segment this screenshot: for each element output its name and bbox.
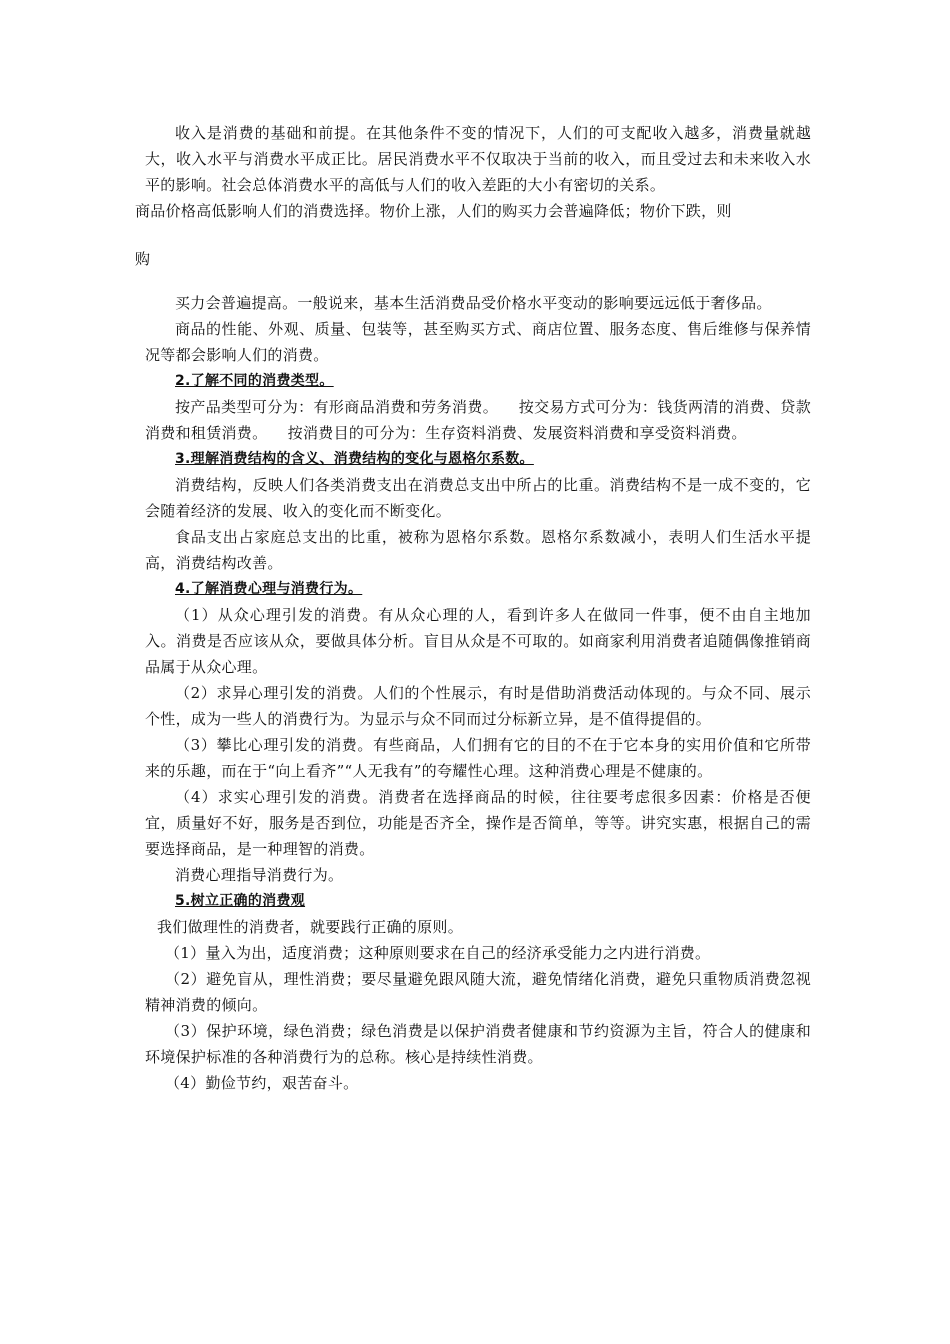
paragraph-price-start: 商品价格高低影响人们的消费选择。物价上涨，人们的购买力会普遍降低；物价下跌，则 (135, 202, 732, 220)
section-heading-2: 2.了解不同的消费类型。 (175, 373, 334, 389)
section-heading-3: 3.理解消费结构的含义、消费结构的变化与恩格尔系数。 (175, 451, 534, 467)
paragraph-comparison: （3）攀比心理引发的消费。有些商品，人们拥有它的目的不在于它本身的实用价值和它所带来的乐趣，而在于“向上看齐”“人无我有”的夸耀性心理。这种消费心理是不健康的。 (145, 736, 811, 780)
paragraph-structure: 消费结构，反映人们各类消费支出在消费总支出中所占的比重。消费结构不是一成不变的，它会随着经济的发展、收入的变化而不断变化。 (145, 476, 811, 520)
paragraph-engel: 食品支出占家庭总支出的比重，被称为恩格尔系数。恩格尔系数减小，表明人们生活水平提高，消费结构改善。 (145, 528, 811, 572)
paragraph-price-break: 购 (135, 250, 151, 268)
section-heading-5: 5.树立正确的消费观 (175, 893, 306, 909)
document-body (135, 120, 811, 1096)
paragraph-consumption-types: 按产品类型可分为：有形商品消费和劳务消费。 按交易方式可分为：钱货两清的消费、贷款消费和租赁消费。 按消费目的可分为：生存资料消费、发展资料消费和享受资料消费。 (145, 398, 811, 442)
paragraph-principle-2: （2）避免盲从，理性消费；要尽量避免跟风随大流，避免情绪化消费，避免只重物质消费忽视精神消费的倾向。 (145, 970, 811, 1014)
paragraph-practical: （4）求实心理引发的消费。消费者在选择商品的时候，往往要考虑很多因素：价格是否便宜，质量好不好，服务是否到位，功能是否齐全，操作是否简单，等等。讲究实惠，根据自己的需要选择商品，是一种理智的消费。 (145, 788, 811, 858)
paragraph-principles-intro: 我们做理性的消费者，就要践行正确的原则。 (157, 918, 464, 936)
section-heading-4: 4.了解消费心理与消费行为。 (175, 581, 363, 597)
paragraph-principle-1: （1）量入为出，适度消费；这种原则要求在自己的经济承受能力之内进行消费。 (165, 944, 711, 962)
paragraph-difference: （2）求异心理引发的消费。人们的个性展示，有时是借助消费活动体现的。与众不同、展示个性，成为一些人的消费行为。为显示与众不同而过分标新立异，是不值得提倡的。 (145, 684, 811, 728)
paragraph-price-cont: 买力会普遍提高。一般说来，基本生活消费品受价格水平变动的影响要远远低于奢侈品。 (175, 294, 772, 312)
paragraph-herd: （1）从众心理引发的消费。有从众心理的人，看到许多人在做同一件事，便不由自主地加入。消费是否应该从众，要做具体分析。盲目从众是不可取的。如商家利用消费者追随偶像推销商品属于从众心理。 (145, 606, 811, 676)
paragraph-guide: 消费心理指导消费行为。 (175, 866, 344, 884)
paragraph-goods: 商品的性能、外观、质量、包装等，甚至购买方式、商店位置、服务态度、售后维修与保养情况等都会影响人们的消费。 (145, 320, 811, 364)
paragraph-principle-3: （3）保护环境，绿色消费；绿色消费是以保护消费者健康和节约资源为主旨，符合人的健康和环境保护标准的各种消费行为的总称。核心是持续性消费。 (145, 1022, 811, 1066)
paragraph-principle-4: （4）勤俭节约，艰苦奋斗。 (165, 1074, 359, 1092)
paragraph-income: 收入是消费的基础和前提。在其他条件不变的情况下，人们的可支配收入越多，消费量就越大，收入水平与消费水平成正比。居民消费水平不仅取决于当前的收入，而且受过去和未来收入水平的影响。社会总体消费水平的高低与人们的收入差距的大小有密切的关系。 (145, 124, 811, 194)
